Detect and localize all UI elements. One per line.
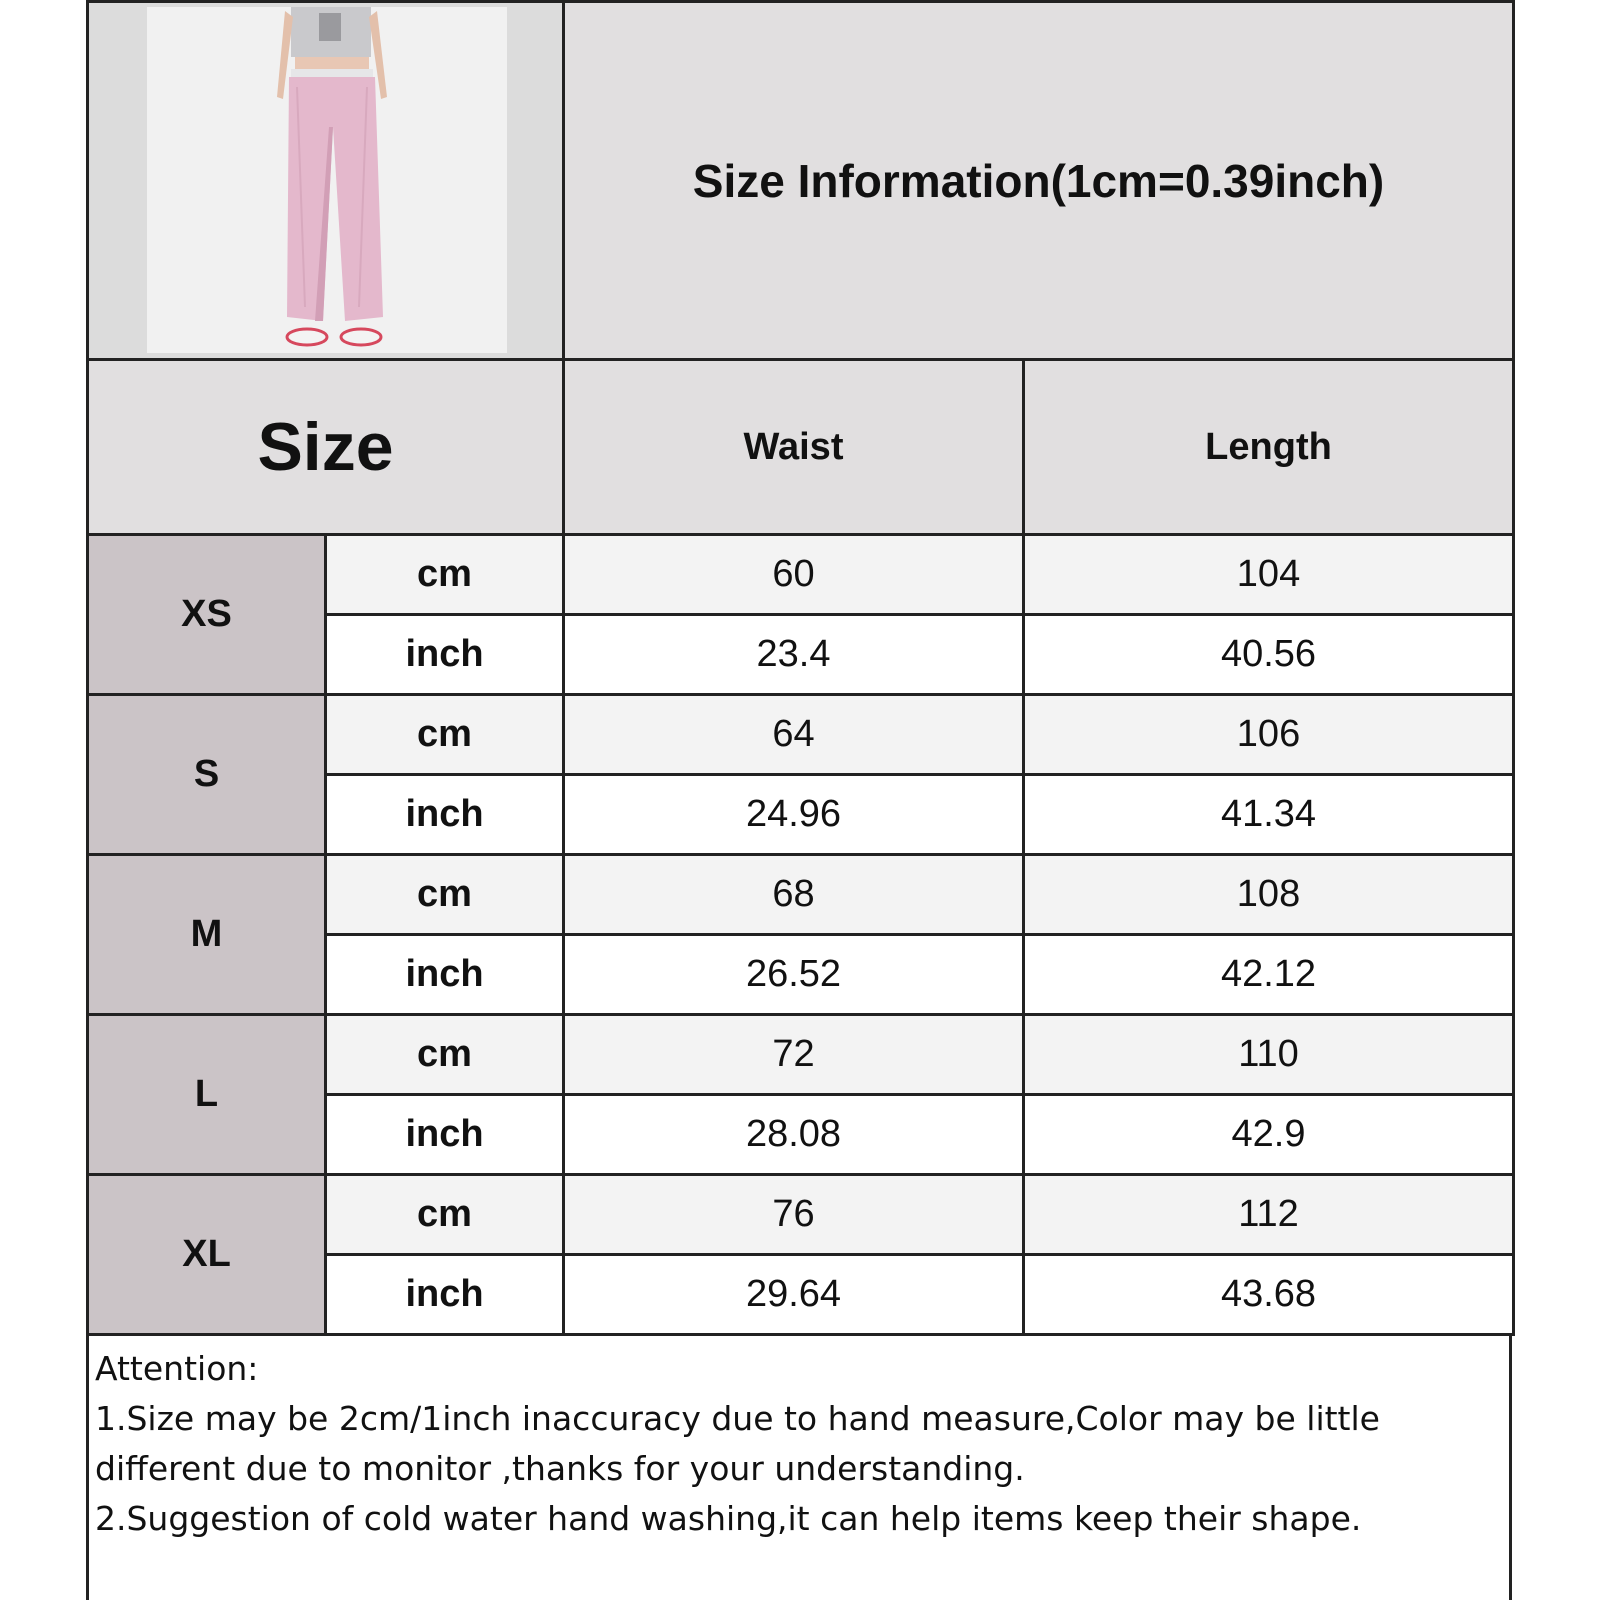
product-photo-cell (88, 2, 564, 360)
length-value: 42.12 (1024, 935, 1514, 1015)
waist-value: 76 (564, 1175, 1024, 1255)
table-row (88, 695, 1514, 775)
length-value: 40.56 (1024, 615, 1514, 695)
waist-column-header: Waist (564, 360, 1024, 535)
unit-cm: cm (326, 535, 564, 615)
waist-value: 24.96 (564, 775, 1024, 855)
unit-cm: cm (326, 1015, 564, 1095)
table-row (88, 1015, 1514, 1095)
length-column-header: Length (1024, 360, 1514, 535)
size-label-s: S (88, 695, 326, 855)
unit-inch: inch (326, 775, 564, 855)
waist-value: 26.52 (564, 935, 1024, 1015)
waist-value: 72 (564, 1015, 1024, 1095)
length-value: 106 (1024, 695, 1514, 775)
table-row (88, 1175, 1514, 1255)
size-column-header: Size (88, 360, 564, 535)
attention-notes (89, 1336, 1509, 1544)
waist-value: 60 (564, 535, 1024, 615)
attention-note-1: 1.Size may be 2cm/1inch inaccuracy due to hand measure,Color may be little different due to monitor ,thanks for your understanding. (95, 1399, 1380, 1488)
attention-heading: Attention: (95, 1349, 259, 1388)
unit-inch: inch (326, 615, 564, 695)
waist-value: 64 (564, 695, 1024, 775)
waist-value: 29.64 (564, 1255, 1024, 1335)
attention-note-2: 2.Suggestion of cold water hand washing,it can help items keep their shape. (95, 1499, 1362, 1538)
waist-value: 68 (564, 855, 1024, 935)
waist-value: 23.4 (564, 615, 1024, 695)
unit-cm: cm (326, 695, 564, 775)
unit-inch: inch (326, 1095, 564, 1175)
size-label-xs: XS (88, 535, 326, 695)
unit-inch: inch (326, 1255, 564, 1335)
chart-title: Size Information(1cm=0.39inch) (564, 2, 1514, 360)
top-row (88, 2, 1514, 360)
table-row (88, 855, 1514, 935)
product-photo (147, 7, 507, 353)
header-row (88, 360, 1514, 535)
length-value: 108 (1024, 855, 1514, 935)
unit-inch: inch (326, 935, 564, 1015)
waist-value: 28.08 (564, 1095, 1024, 1175)
length-value: 43.68 (1024, 1255, 1514, 1335)
unit-cm: cm (326, 1175, 564, 1255)
length-value: 42.9 (1024, 1095, 1514, 1175)
model-pants-image (147, 7, 507, 353)
size-label-l: L (88, 1015, 326, 1175)
unit-cm: cm (326, 855, 564, 935)
size-chart-sheet (86, 0, 1512, 1600)
size-table (86, 0, 1515, 1336)
size-label-m: M (88, 855, 326, 1015)
length-value: 112 (1024, 1175, 1514, 1255)
size-label-xl: XL (88, 1175, 326, 1335)
length-value: 41.34 (1024, 775, 1514, 855)
length-value: 110 (1024, 1015, 1514, 1095)
table-row (88, 535, 1514, 615)
length-value: 104 (1024, 535, 1514, 615)
